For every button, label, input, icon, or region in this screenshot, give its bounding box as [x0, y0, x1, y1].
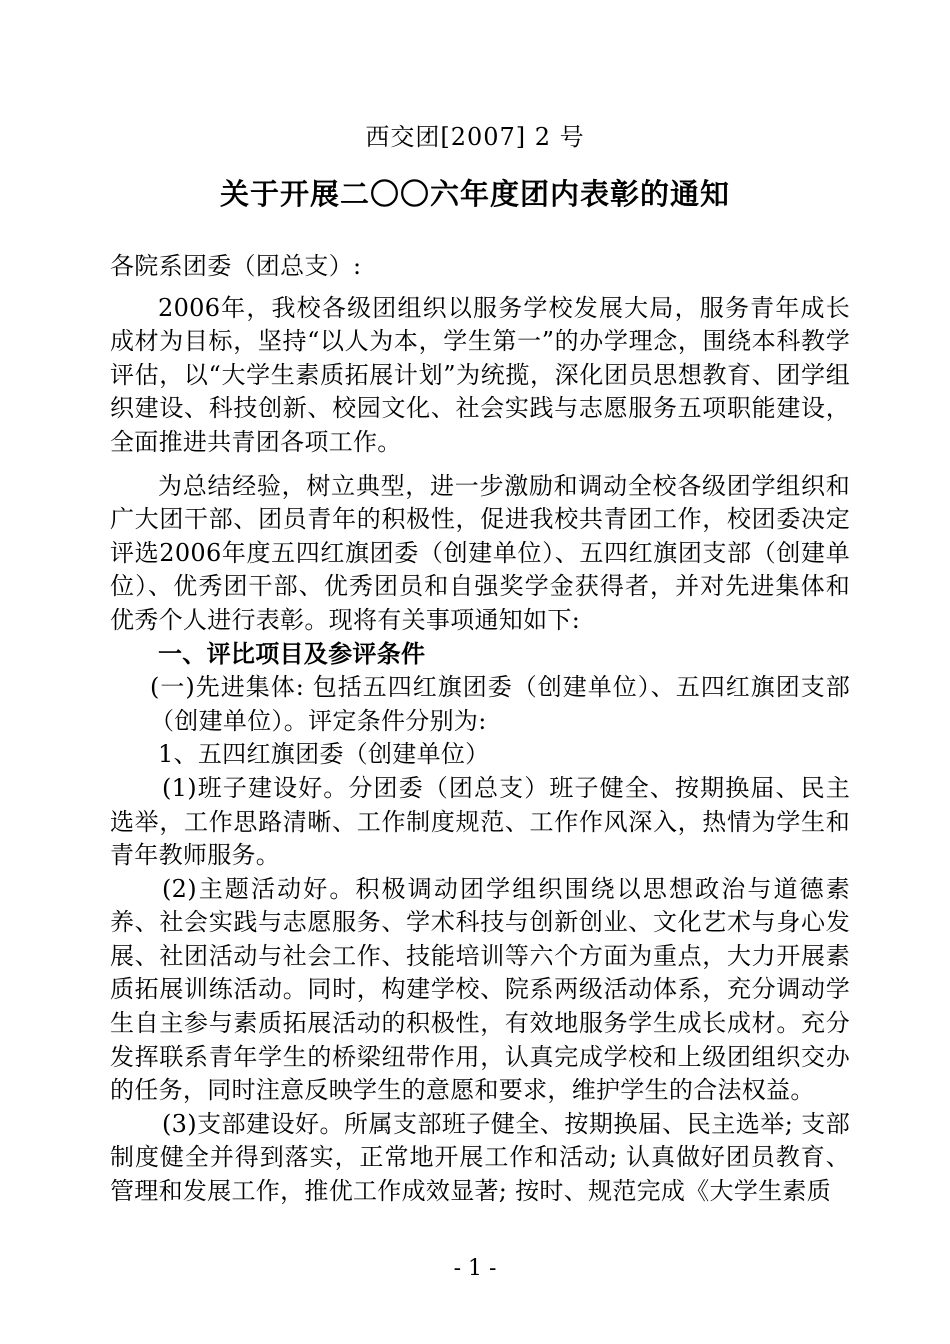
subsection-collective: (一)先进集体: 包括五四红旗团委（创建单位）、五四红旗团支部（创建单位）。评定条件分别为: — [150, 673, 850, 735]
document-body — [110, 250, 850, 1209]
criterion-3: (3)支部建设好。所属支部班子健全、按期换届、民主选举; 支部制度健全并得到落实，正常地开展工作和活动; 认真做好团员教育、管理和发展工作，推优工作成效显著; 按时、规范完成《大学生素质 — [110, 1109, 850, 1206]
document-number: 西交团[2007] 2 号 — [365, 123, 585, 151]
document-title: 关于开展二〇〇六年度团内表彰的通知 — [219, 177, 730, 211]
section-heading: 一、评比项目及参评条件 — [158, 639, 426, 668]
page-number: - 1 - — [453, 1256, 497, 1281]
item-heading: 1、五四红旗团委（创建单位） — [158, 740, 490, 769]
paragraph-summary: 2006年，我校各级团组织以服务学校发展大局，服务青年成长成材为目标，坚持“以人为本，学生第一”的办学理念，围绕本科教学评估，以“大学生素质拓展计划”为统揽，深化团员思想教育、团学组织建设、科技创新、校园文化、社会实践与志愿服务五项职能建设，全面推进共青团各项工作。 — [110, 293, 850, 456]
salutation: 各院系团委（团总支）: — [110, 252, 362, 280]
paragraph-purpose: 为总结经验，树立典型，进一步激励和调动全校各级团学组织和广大团干部、团员青年的积极性，促进我校共青团工作，校团委决定评选2006年度五四红旗团委（创建单位）、五四红旗团支部（创建单位）、优秀团干部、优秀团员和自强奖学金获得者，并对先进集体和优秀个人进行表彰。现将有关事项通知如下: — [110, 471, 850, 634]
criterion-2: (2)主题活动好。积极调动团学组织围绕以思想政治与道德素养、社会实践与志愿服务、学术科技与创新创业、文化艺术与身心发展、社团活动与社会工作、技能培训等六个方面为重点，大力开展素质拓展训练活动。同时，构建学校、院系两级活动体系，充分调动学生自主参与素质拓展活动的积极性，有效地服务学生成长成材。充分发挥联系青年学生的桥梁纽带作用，认真完成学校和上级团组织交办的任务，同时注意反映学生的意愿和要求，维护学生的合法权益。 — [110, 874, 850, 1105]
criterion-1: (1)班子建设好。分团委（团总支）班子健全、按期换届、民主选举，工作思路清晰、工作制度规范、工作作风深入，热情为学生和青年教师服务。 — [110, 773, 850, 870]
